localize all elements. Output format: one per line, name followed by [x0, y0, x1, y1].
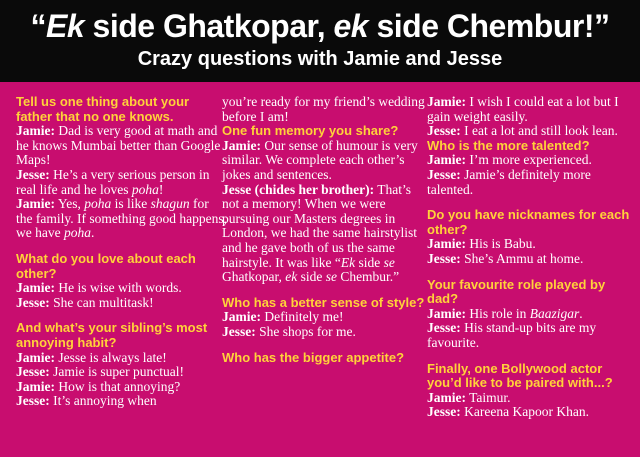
column-1 — [16, 95, 228, 409]
answer-text: Jesse: Kareena Kapoor Khan. — [427, 404, 589, 420]
answer-text: Jamie: I’m more experienced. — [427, 152, 592, 168]
answer-text: Jesse: I eat a lot and still look lean. — [427, 123, 618, 139]
answer-text: Jamie: He is wise with words. — [16, 280, 182, 296]
question-appetite: Who has the bigger appetite? — [222, 349, 405, 365]
answer-text: Jamie: Taimur. — [427, 389, 511, 405]
answer-text: Jesse: He’s a very serious person in real life and he loves poha! — [16, 166, 210, 197]
page-title: “Ek side Ghatkopar, ek side Chembur!” — [30, 8, 610, 44]
answer-text: Jamie: I wish I could eat a lot but I gain weight easily. — [427, 94, 619, 124]
page-subtitle: Crazy questions with Jamie and Jesse — [137, 48, 503, 70]
question-talented: Who is the more talented? — [427, 137, 590, 153]
answer-text: Jesse (chides her brother): That’s not a memory! When we were pursuing our Masters degrees in London, we had the same hairstylist and he gave both of us the same hairstyle. It was like “Ek side se Ghatkopar, ek side se Chembur.” — [222, 181, 417, 285]
question-memory: One fun memory you share? — [222, 123, 399, 139]
question-father: Tell us one thing about your father that no one knows. — [16, 94, 190, 124]
answer-text: Jesse: Jamie’s definitely more talented. — [427, 166, 591, 197]
answer-text: Jamie: Yes, poha is like shagun for the family. If something good happens, we have poha. — [16, 196, 227, 241]
answer-text: Jamie: Our sense of humour is very similar. We complete each other’s jokes and sentences. — [222, 137, 418, 182]
answer-text: Jesse: She’s Ammu at home. — [427, 250, 584, 266]
answer-text: Jamie: Jesse is always late! — [16, 349, 167, 365]
answer-text: Jesse: She can multitask! — [16, 294, 154, 310]
answer-text: you’re ready for my friend’s wedding before I am! — [222, 94, 425, 124]
question-annoying: And what’s your sibling’s most annoying habit? — [16, 320, 208, 350]
answer-text: Jesse: She shops for me. — [222, 323, 356, 339]
answer-text: Jamie: How is that annoying? — [16, 378, 181, 394]
question-role: Your favourite role played by dad? — [427, 276, 606, 307]
question-style: Who has a better sense of style? — [222, 294, 425, 310]
answer-text: Jesse: His stand-up bits are my favourite. — [427, 320, 597, 350]
answer-text: Jamie: His is Babu. — [427, 236, 536, 252]
question-love: What do you love about each other? — [16, 250, 196, 281]
answer-text: Jamie: Dad is very good at math and he knows Mumbai better than Google Maps! — [16, 123, 221, 168]
column-2 — [222, 95, 426, 365]
header-banner — [0, 0, 640, 82]
answer-text: Jamie: His role in Baazigar. — [427, 305, 583, 321]
question-actor: Finally, one Bollywood actor you’d like to be paired with...? — [427, 360, 613, 391]
answer-text: Jesse: Jamie is super punctual! — [16, 364, 184, 380]
column-3 — [427, 95, 635, 420]
question-nicknames: Do you have nicknames for each other? — [427, 207, 630, 237]
answer-text: Jesse: It’s annoying when — [16, 393, 157, 409]
answer-text: Jamie: Definitely me! — [222, 309, 344, 325]
